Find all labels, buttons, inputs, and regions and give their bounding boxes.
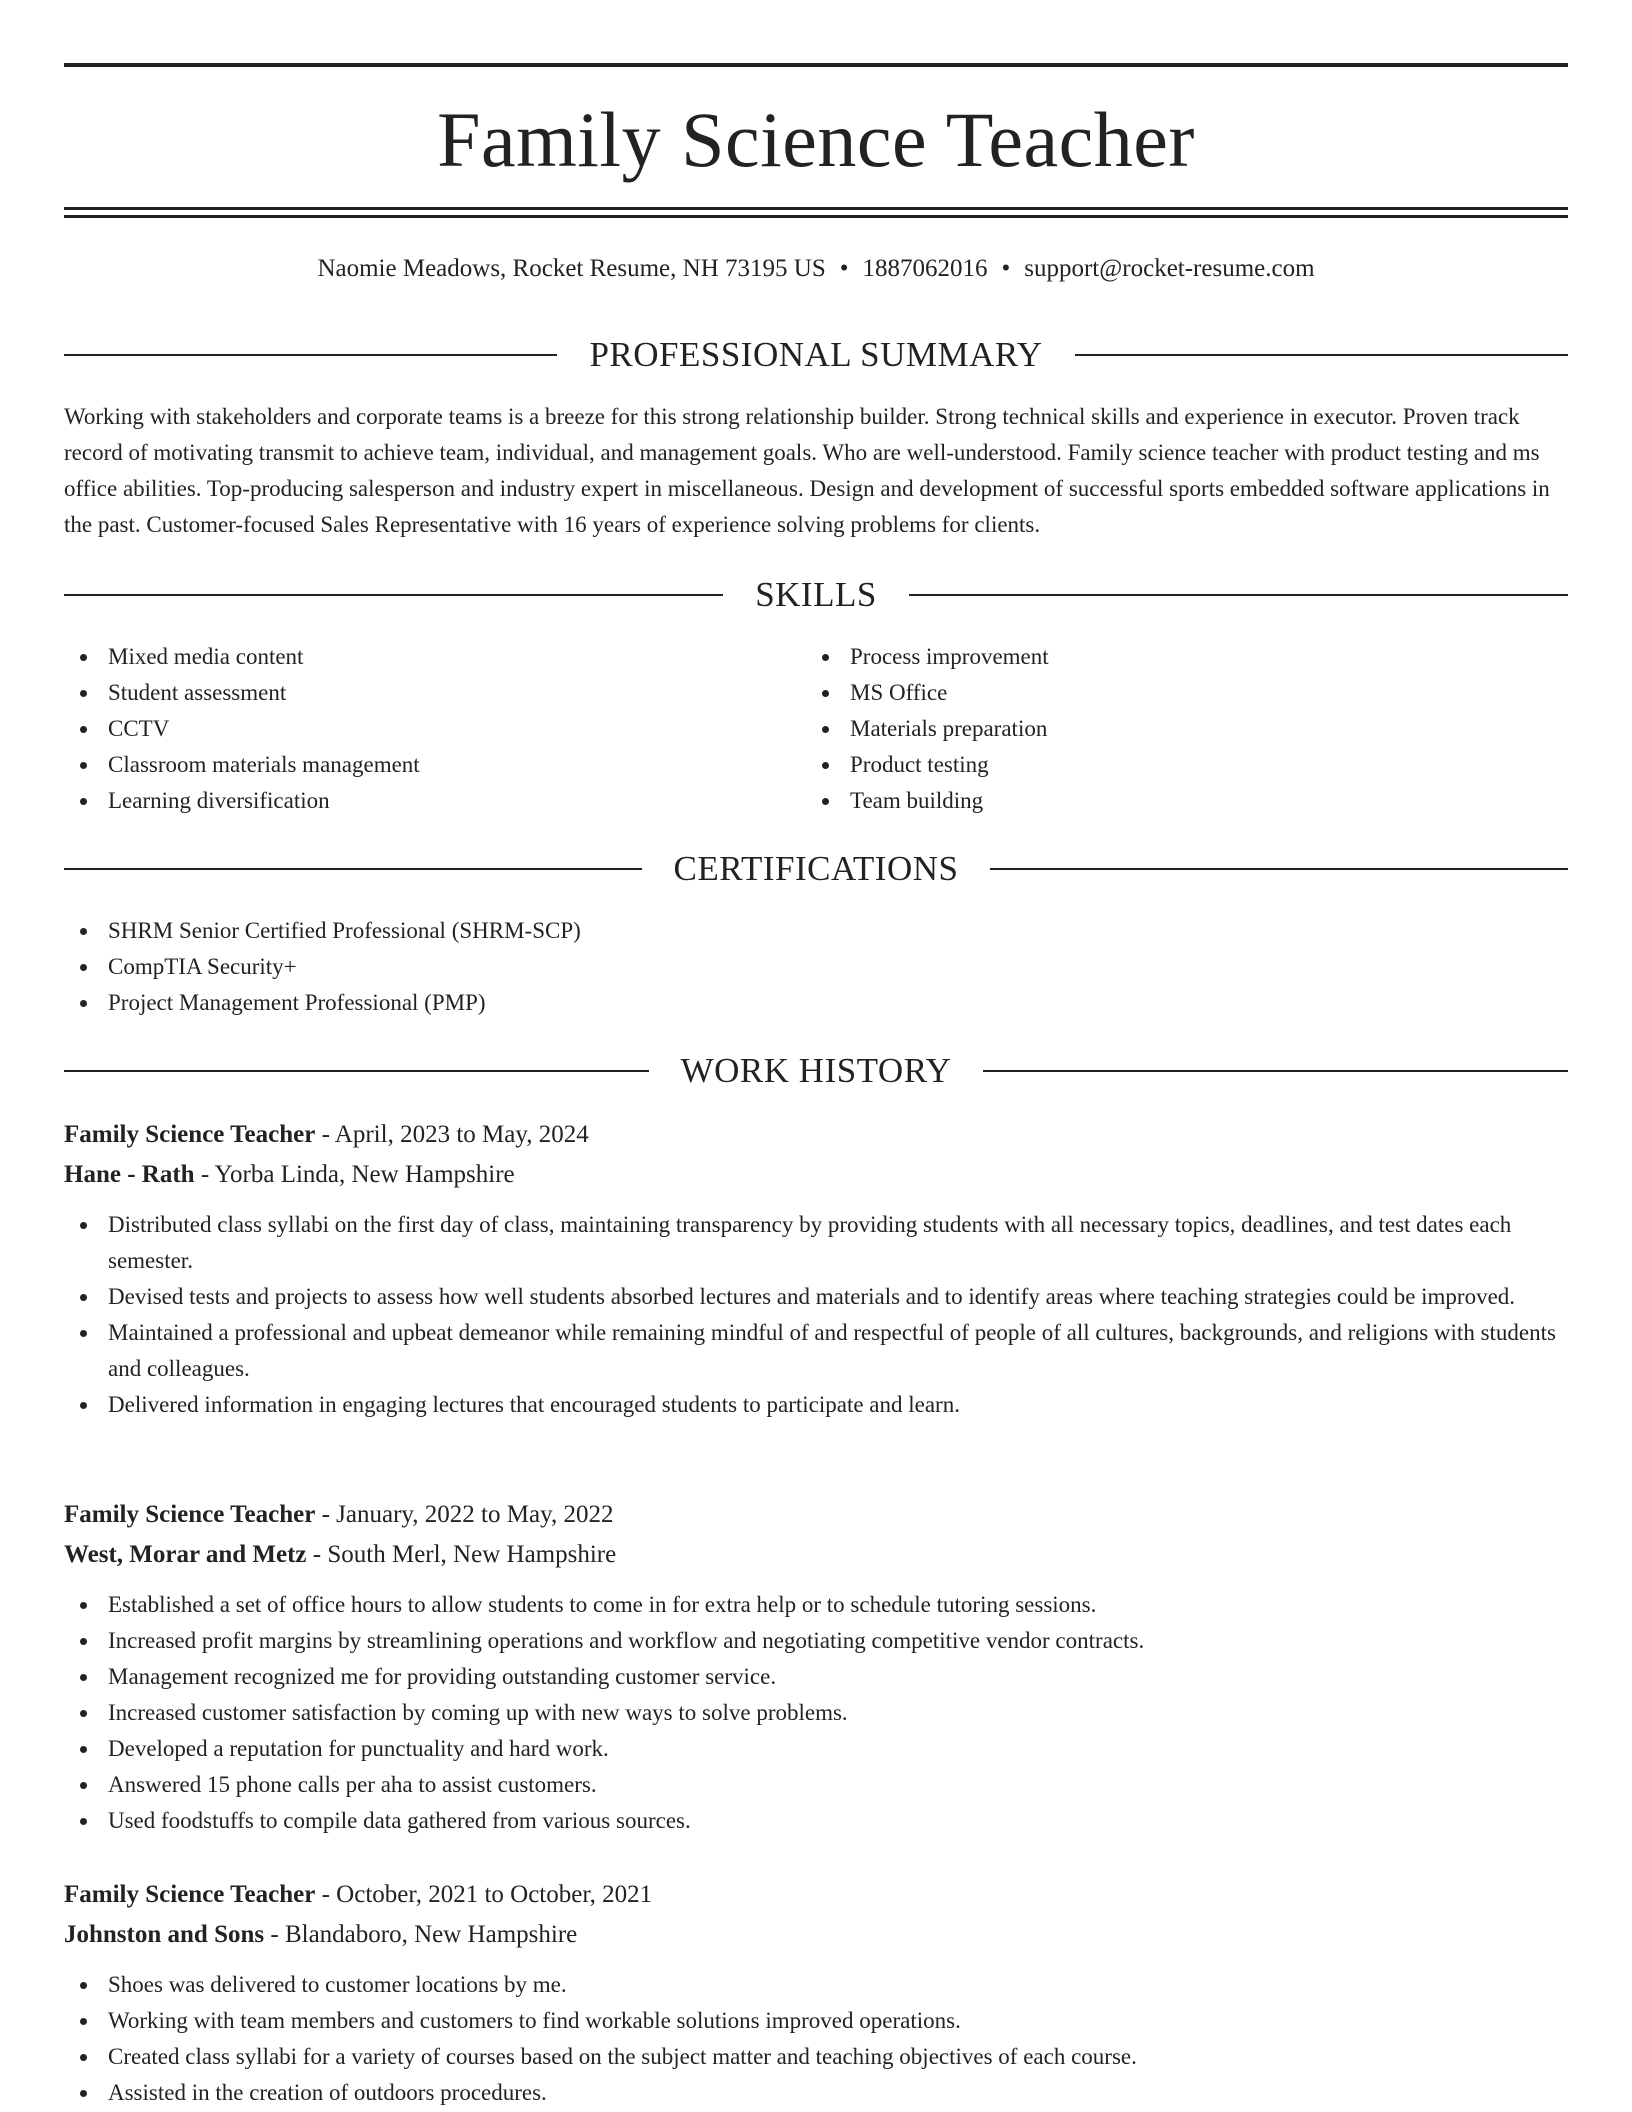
skill-item: Learning diversification — [64, 783, 764, 819]
certifications-heading: CERTIFICATIONS — [673, 849, 959, 888]
job-company-line — [64, 1535, 1568, 1575]
job-bullet: Management recognized me for providing outstanding customer service. — [64, 1659, 1568, 1695]
job-location: Blandaboro, New Hampshire — [284, 1921, 578, 1948]
skills-list-left — [64, 639, 764, 819]
job-dash: - — [264, 1921, 285, 1948]
heading-rule-left — [64, 354, 557, 356]
job-bullet: Delivered information in engaging lectures that encouraged students to participate and learn. — [64, 1387, 1568, 1423]
job-company-line — [64, 1155, 1568, 1195]
summary-heading-row — [64, 333, 1568, 377]
job-bullet: Established a set of office hours to allow students to come in for extra help or to schedule tutoring sessions. — [64, 1587, 1568, 1623]
job-bullet: Increased customer satisfaction by coming up with new ways to solve problems. — [64, 1695, 1568, 1731]
job-title-line — [64, 1495, 1568, 1535]
job-bullets — [64, 1967, 1568, 2111]
job-entry — [64, 1875, 1568, 2111]
job-location: South Merl, New Hampshire — [327, 1541, 617, 1568]
job-bullet: Devised tests and projects to assess how well students absorbed lectures and materials and to identify areas where teaching strategies could be improved. — [64, 1279, 1568, 1315]
job-location: Yorba Linda, New Hampshire — [214, 1161, 515, 1188]
job-title-line — [64, 1875, 1568, 1915]
skill-item: CCTV — [64, 711, 764, 747]
skills-heading-row — [64, 573, 1568, 617]
job-bullet: Answered 15 phone calls per aha to assist customers. — [64, 1767, 1568, 1803]
top-rule — [64, 63, 1568, 67]
job-role: Family Science Teacher — [64, 1501, 316, 1528]
job-bullet: Working with team members and customers to find workable solutions improved operations. — [64, 2003, 1568, 2039]
contact-phone[interactable]: 1887062016 — [862, 255, 988, 282]
certification-item: Project Management Professional (PMP) — [64, 985, 1568, 1021]
job-bullets — [64, 1587, 1568, 1839]
job-role: Family Science Teacher — [64, 1881, 316, 1908]
skill-item: Product testing — [806, 747, 1506, 783]
job-dash: - — [315, 1501, 337, 1528]
job-bullets — [64, 1207, 1568, 1423]
job-company: Johnston and Sons — [64, 1921, 265, 1948]
skill-item: MS Office — [806, 675, 1506, 711]
job-company: Hane - Rath — [64, 1161, 195, 1188]
work-history-heading-row — [64, 1049, 1568, 1093]
heading-rule-right — [909, 594, 1568, 596]
job-dates: October, 2021 to October, 2021 — [336, 1881, 653, 1908]
certification-item: CompTIA Security+ — [64, 949, 1568, 985]
summary-text: Working with stakeholders and corporate teams is a breeze for this strong relationship builder. Strong technical skills and experience in executor. Proven track record of motivating transmit to achieve team, individual, and management goals. Who are well-understood. Family science teacher with product testing and ms office abilities. Top-producing salesperson and industry expert in miscellaneous. Design and development of successful sports embedded software applications in the past. Customer-focused Sales Representative with 16 years of experience solving problems for clients. — [64, 404, 1550, 537]
heading-rule-left — [64, 594, 723, 596]
job-company: West, Morar and Metz — [64, 1541, 307, 1568]
contact-line — [64, 252, 1568, 286]
job-dash: - — [306, 1541, 328, 1568]
certifications-heading-row — [64, 847, 1568, 891]
job-bullet: Used foodstuffs to compile data gathered from various sources. — [64, 1803, 1568, 1839]
job-bullet: Maintained a professional and upbeat demeanor while remaining mindful of and respectful of people of all cultures, backgrounds, and religions with students and colleagues. — [64, 1315, 1568, 1387]
skill-item: Process improvement — [806, 639, 1506, 675]
heading-rule-right — [983, 1070, 1568, 1072]
skill-item: Classroom materials management — [64, 747, 764, 783]
skills-heading: SKILLS — [755, 575, 877, 614]
heading-rule-left — [64, 1070, 649, 1072]
job-entry — [64, 1115, 1568, 1423]
job-bullet: Developed a reputation for punctuality and hard work. — [64, 1731, 1568, 1767]
contact-address: Naomie Meadows, Rocket Resume, NH 73195 US — [317, 255, 826, 282]
work-history-heading: WORK HISTORY — [680, 1051, 952, 1090]
contact-separator: • — [1001, 255, 1011, 282]
skill-item: Student assessment — [64, 675, 764, 711]
certifications-list — [64, 913, 1568, 1021]
job-company-line — [64, 1915, 1568, 1955]
certification-item: SHRM Senior Certified Professional (SHRM-SCP) — [64, 913, 1568, 949]
job-bullet: Distributed class syllabi on the first day of class, maintaining transparency by providing students with all necessary topics, deadlines, and test dates each semester. — [64, 1207, 1568, 1279]
job-dates: April, 2023 to May, 2024 — [334, 1121, 589, 1148]
title-double-rule — [64, 207, 1568, 218]
page-title: Family Science Teacher — [437, 96, 1195, 183]
job-dash: - — [194, 1161, 215, 1188]
heading-rule-right — [1075, 354, 1568, 356]
contact-separator: • — [839, 255, 849, 282]
contact-email[interactable]: support@rocket-resume.com — [1024, 255, 1315, 282]
skill-item: Materials preparation — [806, 711, 1506, 747]
skill-item: Team building — [806, 783, 1506, 819]
job-bullet: Shoes was delivered to customer locations by me. — [64, 1967, 1568, 2003]
job-dash: - — [315, 1121, 335, 1148]
job-bullet: Increased profit margins by streamlining operations and workflow and negotiating competitive vendor contracts. — [64, 1623, 1568, 1659]
job-entry — [64, 1495, 1568, 1839]
heading-rule-left — [64, 868, 642, 870]
job-title-line — [64, 1115, 1568, 1155]
skills-list-right — [806, 639, 1506, 819]
heading-rule-right — [990, 868, 1568, 870]
job-role: Family Science Teacher — [64, 1121, 316, 1148]
job-bullet: Created class syllabi for a variety of courses based on the subject matter and teaching objectives of each course. — [64, 2039, 1568, 2075]
job-dash: - — [315, 1881, 337, 1908]
job-dates: January, 2022 to May, 2022 — [336, 1501, 614, 1528]
job-bullet: Assisted in the creation of outdoors procedures. — [64, 2075, 1568, 2111]
summary-heading: PROFESSIONAL SUMMARY — [589, 335, 1043, 374]
skill-item: Mixed media content — [64, 639, 764, 675]
